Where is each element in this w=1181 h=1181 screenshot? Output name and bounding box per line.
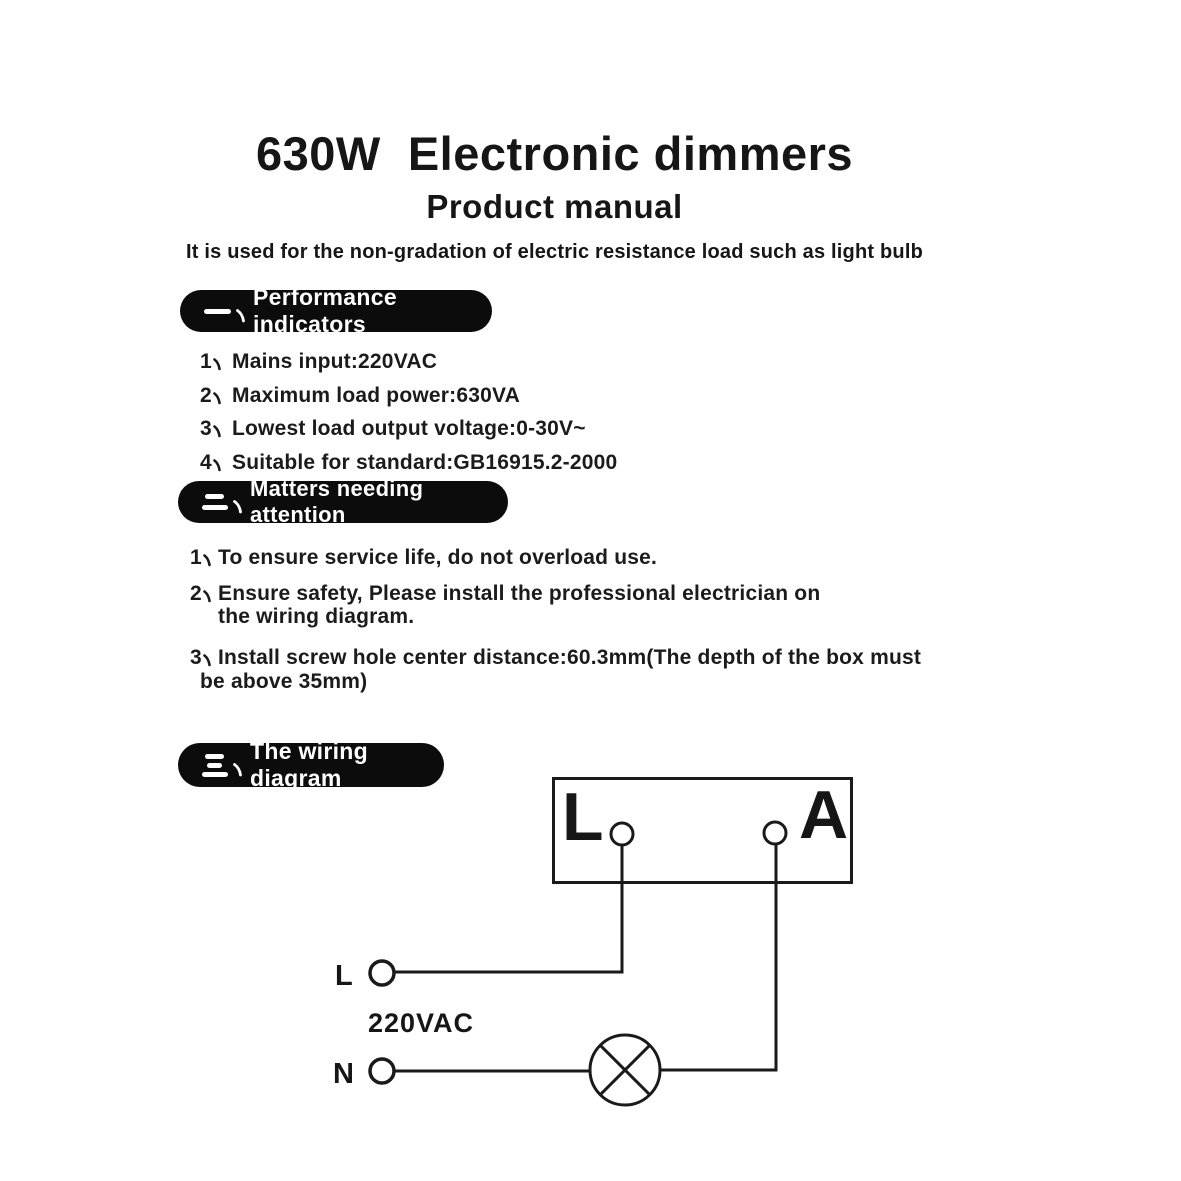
cjk-numeral-one-icon (204, 309, 231, 314)
section-heading-label: Matters needing attention (250, 476, 424, 527)
list-item-continuation: be above 35mm) (200, 670, 368, 693)
ideographic-comma-icon (203, 654, 212, 667)
list-item-text: Install screw hole center distance:60.3mm(The depth of the box must (218, 646, 922, 669)
dimmer-terminal-l-contact (611, 823, 633, 845)
dimmer-terminal-l-label: L (562, 779, 604, 855)
list-item (200, 417, 586, 441)
ideographic-comma-icon (203, 590, 212, 603)
list-item (200, 451, 617, 475)
ideographic-comma-icon (213, 392, 222, 405)
wiring-diagram (300, 740, 860, 1140)
wire-live-to-dimmer (394, 845, 622, 972)
supply-neutral-terminal (370, 1059, 394, 1083)
page-subtitle: Product manual (426, 188, 683, 225)
list-item-text: Maximum load power:630VA (232, 384, 520, 407)
list-item (190, 546, 657, 570)
ideographic-comma-icon (213, 425, 222, 438)
list-item-text: Suitable for standard:GB16915.2-2000 (232, 451, 618, 474)
list-item (200, 384, 520, 408)
ideographic-comma-icon (233, 500, 243, 514)
page-tagline: It is used for the non-gradation of electric resistance load such as light bulb (185, 241, 924, 263)
list-item-marker: 1 (200, 350, 232, 374)
supply-neutral-label: N (333, 1058, 354, 1090)
supply-voltage-label: 220VAC (368, 1008, 475, 1038)
lamp-icon (590, 1035, 660, 1105)
list-item-continuation: the wiring diagram. (218, 605, 415, 628)
ideographic-comma-icon (213, 358, 222, 371)
supply-live-label: L (335, 960, 353, 992)
page-title: 630W Electronic dimmers (255, 127, 854, 180)
list-item (190, 646, 921, 670)
list-item-text: Mains input:220VAC (232, 350, 438, 373)
list-item-text: Lowest load output voltage:0-30V~ (232, 417, 586, 440)
cjk-numeral-two-icon (202, 494, 228, 510)
list-item-marker: 2 (190, 582, 218, 606)
ideographic-comma-icon (203, 554, 212, 567)
list-item-text: Ensure safety, Please install the professional electrician on (218, 582, 821, 605)
list-item-marker: 3 (190, 646, 218, 670)
list-item (190, 582, 820, 606)
section-heading-performance-indicators (180, 284, 492, 337)
list-item (200, 350, 437, 374)
ideographic-comma-icon (213, 459, 222, 472)
supply-live-terminal (370, 961, 394, 985)
dimmer-terminal-a-contact (764, 822, 786, 844)
list-item-marker: 1 (190, 546, 218, 570)
ideographic-comma-icon (236, 309, 246, 323)
ideographic-comma-icon (233, 763, 243, 777)
list-item-text: To ensure service life, do not overload use. (218, 546, 658, 569)
section-heading-label: Performance indicators (253, 284, 397, 337)
section-heading-matters-needing-attention (178, 476, 508, 527)
list-item-marker: 2 (200, 384, 232, 408)
cjk-numeral-three-icon (202, 754, 228, 777)
dimmer-terminal-a-label: A (799, 777, 849, 853)
list-item-marker: 3 (200, 417, 232, 441)
wire-lamp-to-dimmer-a (660, 845, 776, 1070)
section-heading-label: The wiring diagram (250, 738, 368, 791)
list-item-marker: 4 (200, 451, 232, 475)
